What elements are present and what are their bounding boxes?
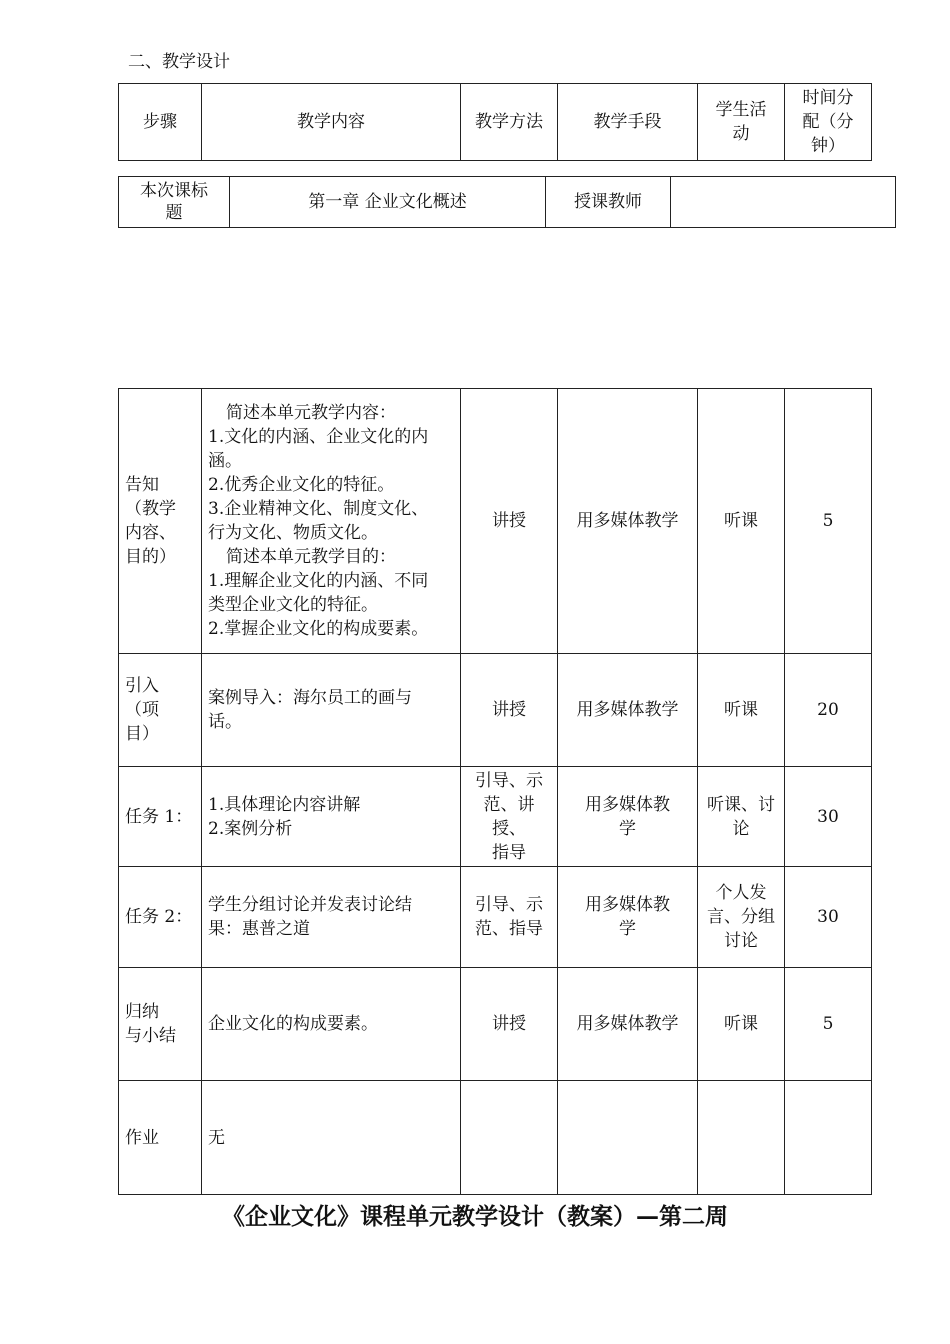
means-line: 用多媒体教学 bbox=[576, 700, 679, 720]
activity-line: 个人发 bbox=[715, 883, 767, 903]
method-cell bbox=[461, 867, 558, 968]
table-row bbox=[119, 654, 872, 767]
section-title: 二、教学设计 bbox=[128, 52, 230, 72]
lesson-title-value: 第一章 企业文化概述 bbox=[230, 177, 546, 228]
lesson-title-label-line: 题 bbox=[165, 203, 183, 223]
header-activity-line: 学生活 bbox=[715, 100, 767, 120]
means-cell bbox=[558, 389, 698, 654]
method-line: 讲授 bbox=[492, 511, 526, 531]
method-cell bbox=[461, 1081, 558, 1195]
activity-line: 论 bbox=[732, 818, 750, 839]
step-line: 引入 bbox=[125, 676, 159, 696]
means-line: 用多媒体教 bbox=[585, 794, 670, 815]
method-line: 讲授 bbox=[492, 700, 526, 720]
means-cell bbox=[558, 968, 698, 1081]
activity-cell bbox=[698, 654, 785, 767]
step-line: 作业 bbox=[125, 1127, 159, 1148]
header-means: 教学手段 bbox=[558, 84, 698, 161]
step-line: 目的） bbox=[125, 547, 176, 567]
step-line: 内容、 bbox=[125, 523, 176, 543]
step-cell bbox=[119, 654, 202, 767]
activity-cell bbox=[698, 389, 785, 654]
content-line: 2.优秀企业文化的特征。 bbox=[208, 475, 395, 495]
means-line: 用多媒体教学 bbox=[576, 511, 679, 531]
lesson-title-row bbox=[119, 177, 896, 228]
header-time-line: 时间分 bbox=[802, 88, 854, 108]
content-cell bbox=[202, 1081, 461, 1195]
header-time-line: 配（分 bbox=[802, 112, 854, 132]
method-cell bbox=[461, 654, 558, 767]
content-line: 企业文化的构成要素。 bbox=[208, 1014, 378, 1034]
activity-line: 讨论 bbox=[724, 931, 758, 951]
activity-cell bbox=[698, 1081, 785, 1195]
table-row bbox=[119, 1081, 872, 1195]
step-line: （教学 bbox=[125, 499, 176, 519]
activity-line: 听课 bbox=[724, 700, 758, 720]
step-cell bbox=[119, 867, 202, 968]
content-line: 1.具体理论内容讲解 bbox=[208, 794, 361, 815]
header-method: 教学方法 bbox=[461, 84, 558, 161]
content-line: 3.企业精神文化、制度文化、 bbox=[208, 499, 429, 519]
lesson-title-label-line: 本次课标 bbox=[140, 181, 208, 201]
header-activity-line: 动 bbox=[732, 124, 750, 144]
step-cell bbox=[119, 389, 202, 654]
header-step: 步骤 bbox=[119, 84, 202, 161]
method-cell bbox=[461, 389, 558, 654]
table-row bbox=[119, 867, 872, 968]
table-row bbox=[119, 767, 872, 867]
step-line: 与小结 bbox=[125, 1026, 176, 1046]
time-cell bbox=[785, 1081, 872, 1195]
method-line: 讲授 bbox=[492, 1014, 526, 1034]
step-line: 任务 2： bbox=[125, 907, 193, 927]
method-cell bbox=[461, 767, 558, 867]
step-line: （项 bbox=[125, 700, 159, 720]
step-cell bbox=[119, 767, 202, 867]
means-cell bbox=[558, 767, 698, 867]
content-cell bbox=[202, 389, 461, 654]
content-line: 话。 bbox=[208, 712, 242, 732]
lesson-plan-table bbox=[118, 388, 872, 1195]
table-row bbox=[119, 968, 872, 1081]
header-table bbox=[118, 83, 872, 161]
content-line: 行为文化、物质文化。 bbox=[208, 523, 378, 543]
activity-cell bbox=[698, 968, 785, 1081]
step-line: 告知 bbox=[125, 475, 159, 495]
activity-line: 听课、讨 bbox=[707, 794, 775, 815]
step-line: 归纳 bbox=[125, 1002, 159, 1022]
content-line: 1.理解企业文化的内涵、不同 bbox=[208, 571, 429, 591]
method-line: 指导 bbox=[492, 842, 526, 863]
content-line: 简述本单元教学目的： bbox=[226, 547, 396, 567]
time-cell: 30 bbox=[785, 867, 872, 968]
step-cell bbox=[119, 1081, 202, 1195]
content-line: 1.文化的内涵、企业文化的内 bbox=[208, 427, 429, 447]
activity-line: 言、分组 bbox=[707, 907, 775, 927]
means-line: 用多媒体教学 bbox=[576, 1014, 679, 1034]
content-cell bbox=[202, 654, 461, 767]
header-time-line: 钟） bbox=[811, 136, 845, 156]
content-line: 简述本单元教学内容： bbox=[226, 403, 396, 423]
step-cell bbox=[119, 968, 202, 1081]
time-cell: 30 bbox=[785, 767, 872, 867]
method-cell bbox=[461, 968, 558, 1081]
method-line: 范、指导 bbox=[475, 919, 543, 939]
step-line: 目） bbox=[125, 724, 159, 744]
header-row bbox=[119, 84, 872, 161]
means-cell bbox=[558, 654, 698, 767]
content-line: 类型企业文化的特征。 bbox=[208, 595, 378, 615]
header-time bbox=[785, 84, 872, 161]
content-cell bbox=[202, 767, 461, 867]
method-line: 范、讲授、 bbox=[483, 794, 535, 839]
content-line: 无 bbox=[208, 1127, 225, 1148]
activity-line: 听课 bbox=[724, 1014, 758, 1034]
activity-cell bbox=[698, 767, 785, 867]
content-line: 2.掌握企业文化的构成要素。 bbox=[208, 619, 429, 639]
lesson-title-label bbox=[119, 177, 230, 228]
content-line: 涵。 bbox=[208, 451, 242, 471]
header-activity bbox=[698, 84, 785, 161]
content-cell bbox=[202, 968, 461, 1081]
content-cell bbox=[202, 867, 461, 968]
teacher-value bbox=[671, 177, 896, 228]
method-line: 引导、示 bbox=[475, 895, 543, 915]
teacher-label: 授课教师 bbox=[546, 177, 671, 228]
time-cell: 5 bbox=[785, 968, 872, 1081]
means-line: 用多媒体教 bbox=[585, 895, 670, 915]
content-line: 果：惠普之道 bbox=[208, 919, 310, 939]
document-title: 《企业文化》课程单元教学设计（教案）—第二周 bbox=[222, 1203, 728, 1230]
content-line: 2.案例分析 bbox=[208, 818, 293, 839]
step-line: 任务 1： bbox=[125, 806, 193, 827]
content-line: 案例导入：海尔员工的画与 bbox=[208, 688, 412, 708]
table-row bbox=[119, 389, 872, 654]
time-cell: 5 bbox=[785, 389, 872, 654]
means-cell bbox=[558, 1081, 698, 1195]
means-line: 学 bbox=[619, 919, 636, 939]
lesson-title-table bbox=[118, 176, 896, 228]
means-line: 学 bbox=[619, 818, 636, 839]
activity-cell bbox=[698, 867, 785, 968]
activity-line: 听课 bbox=[724, 511, 758, 531]
content-line: 学生分组讨论并发表讨论结 bbox=[208, 895, 412, 915]
header-content: 教学内容 bbox=[202, 84, 461, 161]
method-line: 引导、示 bbox=[475, 770, 543, 791]
means-cell bbox=[558, 867, 698, 968]
time-cell: 20 bbox=[785, 654, 872, 767]
